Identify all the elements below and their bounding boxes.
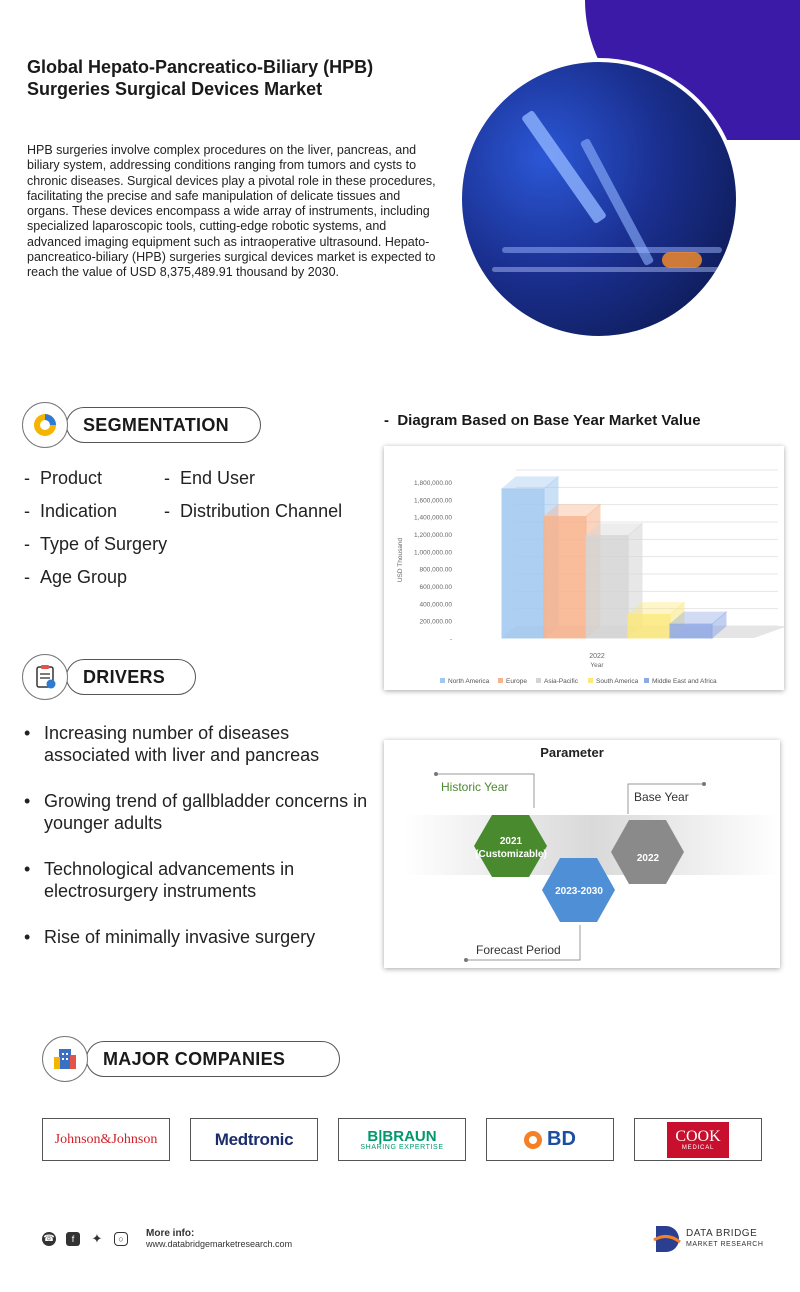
list-item: - Age Group bbox=[24, 567, 128, 587]
intro-paragraph: HPB surgeries involve complex procedures on the liver, pancreas, and biliary system, addressing conditions ranging from tumors and cysts to chronic diseases. Surgical devices play a pivotal role in these procedures, facilitating the precise and safe manipulation of delicate tissues and organs. These devices encompass a wide array of instruments, including specialized laparoscopic tools, cutting-edge robotic systems, and advanced imaging equipment such as intraoperative ultrasound. Hepato-pancreatico-biliary (HPB) surgeries surgical devices market is expected to reach the value of USD 8,375,489.91 thousand by 2030. bbox=[27, 143, 436, 280]
companies-title: MAJOR COMPANIES bbox=[86, 1041, 340, 1077]
brand-line1: DATA BRIDGE bbox=[686, 1228, 758, 1239]
bar-chart-svg bbox=[384, 446, 784, 690]
legend-label: North America bbox=[448, 678, 490, 685]
segmentation-header bbox=[22, 402, 261, 448]
page-title: Global Hepato-Pancreatico-Biliary (HPB) Surgeries Surgical Devices Market bbox=[27, 57, 374, 99]
legend-swatch bbox=[440, 678, 445, 683]
pie-chart-icon bbox=[22, 402, 68, 448]
bd-logo: BD bbox=[486, 1118, 614, 1161]
more-info bbox=[146, 1228, 292, 1249]
parameter-diagram bbox=[384, 740, 780, 968]
medtronic-logo: Medtronic bbox=[190, 1118, 318, 1161]
footer bbox=[42, 1228, 292, 1249]
y-tick-label: 400,000.00 bbox=[419, 601, 452, 609]
more-info-label: More info: bbox=[146, 1228, 195, 1239]
x-axis-label: Year bbox=[590, 662, 604, 669]
brand-logo bbox=[652, 1222, 763, 1256]
segmentation-title: SEGMENTATION bbox=[66, 407, 261, 443]
drivers-title: DRIVERS bbox=[66, 659, 196, 695]
forecast-label: Forecast Period bbox=[476, 943, 561, 957]
bar bbox=[586, 536, 628, 638]
instagram-icon[interactable]: ○ bbox=[114, 1232, 128, 1246]
company-logos bbox=[42, 1118, 762, 1161]
legend-label: Middle East and Africa bbox=[652, 678, 717, 685]
companies-header bbox=[42, 1036, 340, 1082]
legend-swatch bbox=[536, 678, 541, 683]
list-item: - Indication bbox=[24, 501, 118, 521]
legend-label: Asia-Pacific bbox=[544, 678, 578, 685]
legend-label: Europe bbox=[506, 678, 527, 685]
website-link[interactable]: www.databridgemarketresearch.com bbox=[146, 1239, 293, 1249]
y-tick-label: - bbox=[449, 636, 452, 643]
historic-value: 2021 bbox=[499, 836, 523, 847]
bar bbox=[628, 615, 670, 638]
databridge-logo-icon bbox=[652, 1222, 682, 1256]
y-tick-label: 1,800,000.00 bbox=[414, 480, 452, 487]
johnson-logo: Johnson&Johnson bbox=[42, 1118, 170, 1161]
legend-swatch bbox=[588, 678, 593, 683]
forecast-value: 2023-2030 bbox=[555, 886, 603, 897]
drivers-header bbox=[22, 654, 196, 700]
y-tick-label: 1,400,000.00 bbox=[414, 514, 452, 522]
drivers-list bbox=[24, 722, 374, 972]
cook-logo: COOK MEDICAL bbox=[634, 1118, 762, 1161]
hero-surgery-photo bbox=[458, 58, 740, 340]
list-item: - Product bbox=[24, 468, 103, 488]
bar bbox=[670, 624, 712, 638]
historic-label: Historic Year bbox=[441, 780, 509, 794]
list-item: - End User bbox=[164, 468, 256, 488]
y-tick-label: 600,000.00 bbox=[419, 584, 452, 591]
parameter-title: Parameter bbox=[540, 745, 604, 760]
bd-sun-icon bbox=[524, 1131, 542, 1149]
whatsapp-icon[interactable]: ☎ bbox=[42, 1232, 56, 1246]
y-tick-label: 1,600,000.00 bbox=[414, 497, 452, 505]
parameter-card bbox=[384, 740, 780, 968]
list-item: - Type of Surgery bbox=[24, 534, 168, 554]
legend-swatch bbox=[644, 678, 649, 683]
bbraun-logo: B|BRAUN SHARING EXPERTISE bbox=[338, 1118, 466, 1161]
y-axis-label: USD Thousand bbox=[397, 537, 404, 583]
y-tick-label: 800,000.00 bbox=[419, 566, 452, 574]
y-tick-label: 1,200,000.00 bbox=[414, 532, 452, 539]
brand-line2: MARKET RESEARCH bbox=[686, 1241, 764, 1248]
legend-swatch bbox=[498, 678, 503, 683]
y-tick-label: 1,000,000.00 bbox=[414, 549, 452, 557]
y-tick-label: 200,000.00 bbox=[419, 618, 452, 626]
list-item: • Technological advancements in electrosurgery instruments bbox=[24, 858, 374, 902]
list-item: • Growing trend of gallbladder concerns in younger adults bbox=[24, 790, 374, 834]
building-icon bbox=[42, 1036, 88, 1082]
diagram-title: - Diagram Based on Base Year Market Value bbox=[384, 412, 701, 429]
twitter-icon[interactable]: ✦ bbox=[91, 1230, 103, 1246]
historic-note: (Customizable) bbox=[475, 849, 547, 860]
bar bbox=[544, 517, 586, 638]
list-item: • Rise of minimally invasive surgery bbox=[24, 926, 374, 948]
bar bbox=[502, 489, 544, 638]
x-tick-label: 2022 bbox=[589, 653, 605, 660]
base-value: 2022 bbox=[636, 853, 660, 864]
market-value-chart bbox=[384, 446, 784, 690]
base-label: Base Year bbox=[634, 790, 689, 804]
list-item: • Increasing number of diseases associated with liver and pancreas bbox=[24, 722, 374, 766]
legend-label: South America bbox=[596, 678, 639, 685]
list-item: - Distribution Channel bbox=[164, 501, 343, 521]
facebook-icon[interactable]: f bbox=[66, 1232, 80, 1246]
clipboard-icon bbox=[22, 654, 68, 700]
